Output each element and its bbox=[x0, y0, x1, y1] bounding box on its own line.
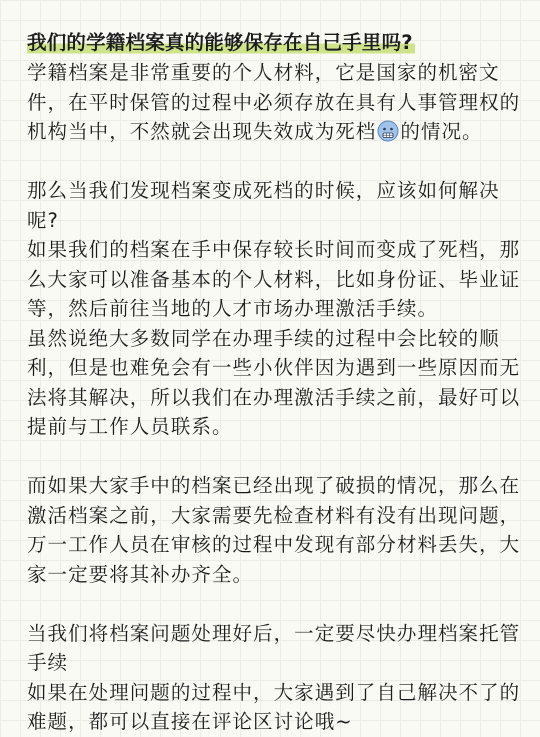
paragraph-custody: 当我们将档案问题处理好后，一定要尽快办理档案托管手续 bbox=[27, 621, 521, 674]
page-title: 我们的学籍档案真的能够保存在自己手里吗? bbox=[27, 31, 413, 54]
paragraph-comment: 如果在处理问题的过程中，大家遇到了自己解决不了的难题，都可以直接在评论区讨论哦~ bbox=[27, 680, 521, 733]
paragraph-intro-text: 学籍档案是非常重要的个人材料，它是国家的机密文件，在平时保管的过程中必须存放在具有人事管理权的机构当中，不然就会出现失效成为死档 bbox=[27, 61, 521, 143]
paragraph-answer-1: 如果我们的档案在手中保存较长时间而变成了死档，那么大家可以准备基本的个人材料，比如身份证、毕业证等，然后前往当地的人才市场办理激活手续。 bbox=[27, 238, 521, 320]
cold-face-emoji-icon bbox=[377, 120, 399, 142]
spacer bbox=[27, 589, 521, 619]
title-block bbox=[27, 30, 415, 56]
paragraph-damaged: 而如果大家手中的档案已经出现了破损的情况，那么在激活档案之前，大家需要先检查材料有没有出现问题，万一工作人员在审核的过程中发现有部分材料丢失，大家一定要将其补办齐全。 bbox=[27, 474, 521, 586]
paragraph-intro-tail: 的情况。 bbox=[400, 120, 483, 143]
article-body bbox=[27, 58, 521, 737]
paragraph-answer-2: 虽然说绝大多数同学在办理手续的过程中会比较的顺利，但是也难免会有一些小伙伴因为遇到一些原因而无法将其解决，所以我们在办理激活手续之前，最好可以提前与工作人员联系。 bbox=[27, 326, 521, 438]
spacer bbox=[27, 442, 521, 472]
question-heading: 那么当我们发现档案变成死档的时候，应该如何解决呢? bbox=[27, 179, 500, 232]
spacer bbox=[27, 147, 521, 177]
paragraph-intro bbox=[27, 58, 521, 147]
